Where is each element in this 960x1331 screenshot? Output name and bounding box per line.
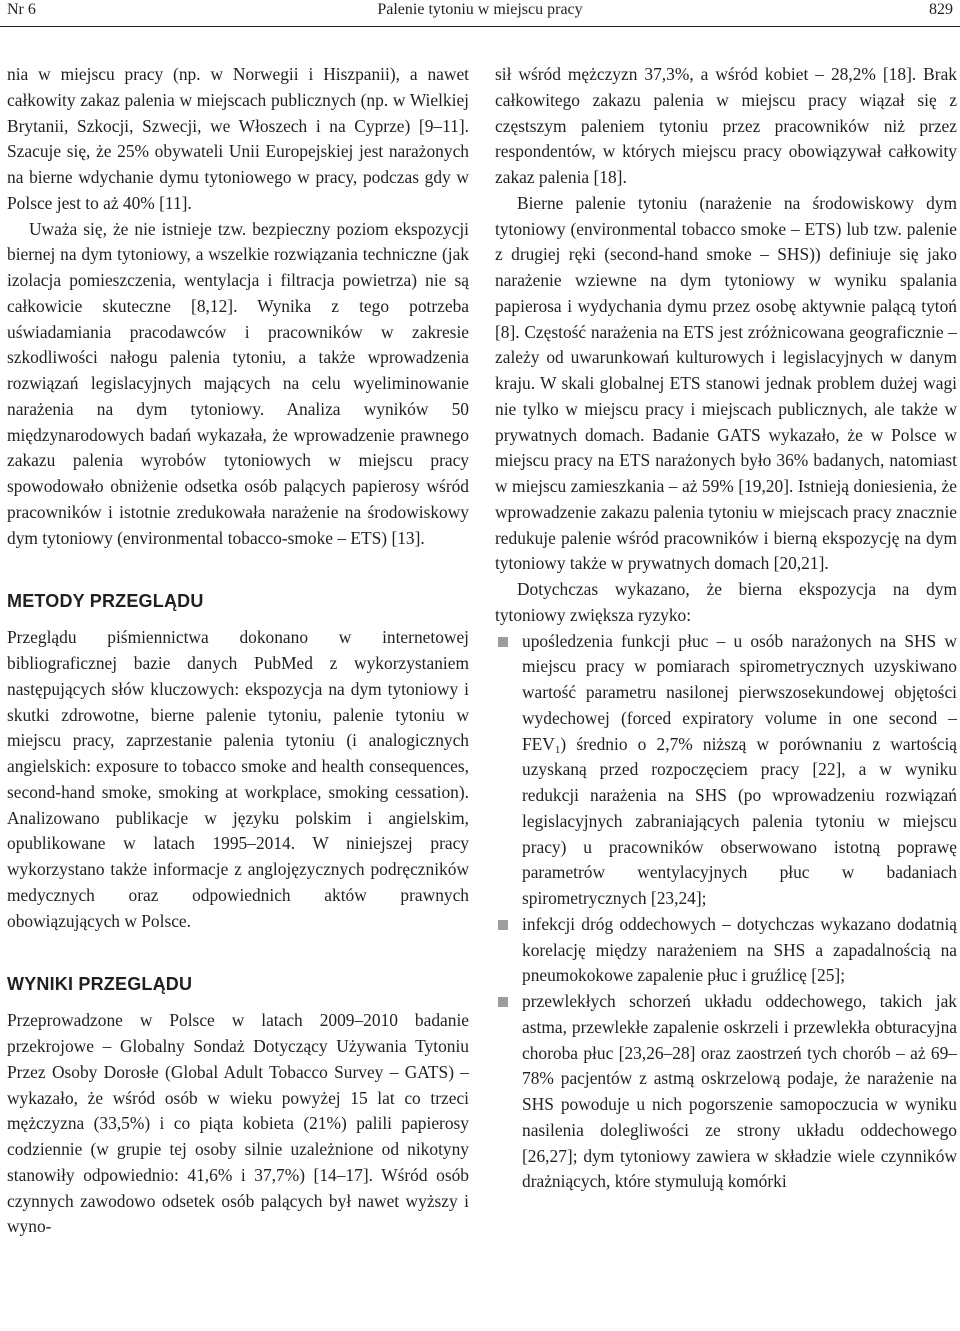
spacer [7, 551, 469, 589]
left-column [7, 62, 469, 1240]
subscript: 1 [554, 743, 561, 756]
paragraph: Uważa się, że nie istnieje tzw. bezpieczny poziom ekspozycji biernej na dym tytoniowy, a wszelkie rozwiązania techniczne (jak izolacja pomieszczenia, wentylacja i filtracja powietrza) nie są całkowicie skuteczne [8,12]. Wynika z tego potrzeba uświadamiania pracodawców i pracowników w zakresie szkodliwości nałogu palenia tytoniu, a także wprowadzenia rozwiązań legislacyjnych mających na celu wyeliminowanie narażenia na dym tytoniowy. Analiza wyników 50 międzynarodowych badań wykazała, że wprowadzenie prawnego zakazu palenia wyrobów tytoniowych w miejscu pracy spowodowało obniżenie odsetka osób palących papierosy wśród pracowników i istotnie zredukowała narażenie na środowiskowy dym tytoniowy (environmental tobacco-smoke – ETS) [13]. [7, 218, 469, 548]
list-item-text: upośledzenia funkcji płuc – u osób narażonych na SHS w miejscu pracy w pomiarach spirometrycznych uzyskiwano wartość parametru nasilonej pierwszosekundowej objętości wydechowej (forced expiratory volume in one second – FEV [522, 630, 957, 754]
list-item-text: przewlekłych schorzeń układu oddechowego, takich jak astma, przewlekłe zapalenie oskrzeli i przewlekła obturacyjna choroba płuc [23,26–28] oraz zaostrzeń tych chorób – aż 69–78% pacjentów z astmą oskrzelową podaje, że narażenie na SHS powoduje u nich pogorszenie samopoczucia w wyniku nasilenia dolegliwości ze strony układu oddechowego [26,27]; dym tytoniowy zawiera w składzie wiele czynników drażniących, które stymulują komórki [522, 991, 957, 1192]
paragraph: Przeglądu piśmiennictwa dokonano w internetowej bibliograficznej bazie danych PubMed z wykorzystaniem następujących słów kluczowych: ekspozycja na dym tytoniowy i skutki zdrowotne, bierne palenie tytoniu, palenie tytoniu w miejscu pracy, zaprzestanie palenia tytoniu (i analogicznych angielskich: exposure to tobacco smoke and health consequences, second-hand smoke, smoking at workplace, smoking cessation). Analizowano publikacje w języku polskim i angielskim, opublikowane w latach 1995–2014. W niniejszej pracy wykorzystano także informacje z anglojęzycznych podręczników medycznych oraz odpowiednich aktów prawnych obowiązujących w Polsce. [7, 627, 469, 931]
square-bullet-icon [498, 997, 508, 1007]
right-column [495, 62, 957, 1195]
paragraph: sił wśród mężczyzn 37,3%, a wśród kobiet – 28,2% [18]. Brak całkowitego zakazu palenia w miejscu pracy wiązał się z częstszym paleniem tytoniu przez pracowników niż przez respondentów, w których miejscu pracy obowiązywał całkowity zakaz palenia [18]. [495, 64, 957, 187]
paragraph: nia w miejscu pracy (np. w Norwegii i Hiszpanii), a nawet całkowity zakaz palenia w miejscach publicznych (np. w Wielkiej Brytanii, Szkocji, Szwecji, we Włoszech i na Cyprze) [9–11]. Szacuje się, że 25% obywateli Unii Europejskiej jest narażonych na bierne wdychanie dymu tytoniowego w pracy, podczas gdy w Polsce jest to aż 40% [11]. [7, 64, 469, 213]
list-item [495, 629, 957, 912]
spacer [7, 934, 469, 972]
square-bullet-icon [498, 637, 508, 647]
list-item-text: infekcji dróg oddechowych – dotychczas wykazano dodatnią korelację między narażeniem na SHS a zapadalnością na pneumokokowe zapalenie płuc i gruźlicę [25]; [522, 913, 957, 986]
section-heading-results: WYNIKI PRZEGLĄDU [7, 974, 193, 995]
risk-list [495, 629, 957, 1196]
list-item [495, 912, 957, 989]
header-rule [0, 26, 960, 27]
paragraph: Bierne palenie tytoniu (narażenie na środowiskowy dym tytoniowy (environmental tobacco smoke – ETS) lub tzw. palenie z drugiej ręki (second-hand smoke – SHS)) definiuje się jako narażenie wziewne na dym tytoniowy w wyniku spalania papierosa i wydychania dymu przez osobę aktywnie palącą tytoń [8]. Częstość narażenia na ETS jest zróżnicowana geograficznie – zależy od uwarunkowań kulturowych i legislacyjnych w danym kraju. W skali globalnej ETS stanowi jednak problem dużej wagi nie tylko w miejscu pracy i miejscach publicznych, ale także w prywatnych domach. Badanie GATS wykazało, że w Polsce w miejscu pracy na ETS narażonych było 36% badanych, natomiast w miejscu zamieszkania – aż 59% [19,20]. Istnieją doniesienia, że wprowadzenie zakazu palenia tytoniu w miejscach pracy znacznie redukuje palenie wśród pracowników i bierną ekspozycję na dym tytoniowy także w prywatnych domach [20,21]. [495, 192, 957, 574]
list-item-text: ) średnio o 2,7% niższą w porównaniu z wartością uzyskaną przed rozpoczęciem pracy [22], a w wyniku redukcji narażenia na SHS (po wprowadzeniu rozwiązań legislacyjnych zabraniających palenia tytoniu w miejscu pracy) u pracowników obserwowano istotną poprawę parametrów wentylacyjnych płuc w badaniach spirometrycznych [23,24]; [522, 733, 957, 908]
issue-number: Nr 6 [7, 1, 36, 18]
paragraph: Przeprowadzone w Polsce w latach 2009–2010 badanie przekrojowe – Globalny Sondaż Dotyczący Używania Tytoniu Przez Osoby Dorosłe (Global Adult Tobacco Survey – GATS) – wykazało, że wśród osób w wieku powyżej 15 lat co trzeci mężczyzna (33,5%) i co piąta kobieta (21%) palili papierosy codziennie (w grupie tej osoby silnie uzależnione od nikotyny stanowiły odpowiednio: 41,6% i 37,7%) [14–17]. Wśród osób czynnych zawodowo odsetek osób palących był nawet wyższy i wyno- [7, 1010, 469, 1237]
paragraph: Dotychczas wykazano, że bierna ekspozycja na dym tytoniowy zwiększa ryzyko: [495, 579, 957, 625]
section-heading-methods: METODY PRZEGLĄDU [7, 591, 204, 612]
square-bullet-icon [498, 920, 508, 930]
list-item [495, 989, 957, 1195]
spacer [7, 996, 469, 1008]
page-number: 829 [929, 1, 953, 18]
running-title: Palenie tytoniu w miejscu pracy [377, 1, 583, 18]
spacer [7, 613, 469, 625]
